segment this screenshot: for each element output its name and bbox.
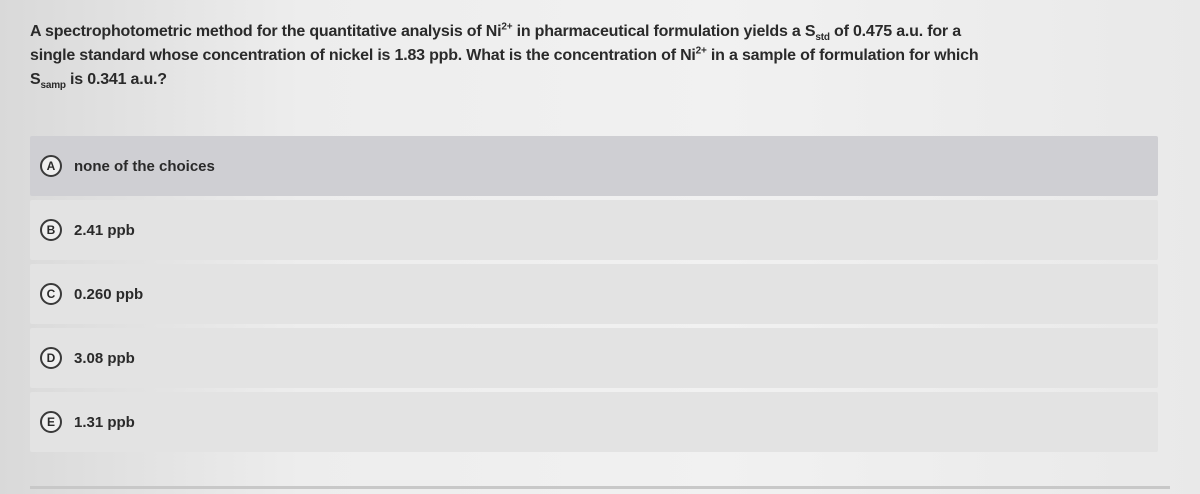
option-letter-badge: C (40, 283, 62, 305)
question-text-segment: of 0.475 a.u. for a (829, 23, 961, 40)
option-label: 0.260 ppb (74, 285, 144, 303)
question-text-segment: single standard whose concentration of nickel is 1.83 ppb. What is the concentration of Ni (30, 47, 696, 64)
option-letter-badge: A (40, 155, 62, 177)
subscript: samp (40, 80, 66, 92)
option-label: 3.08 ppb (74, 349, 135, 367)
option-label: 2.41 ppb (74, 221, 135, 239)
option-label: 1.31 ppb (74, 413, 135, 431)
answer-options (30, 136, 1158, 456)
option-e[interactable] (30, 392, 1158, 452)
option-a[interactable] (30, 136, 1158, 196)
divider (30, 486, 1170, 489)
question-text-segment: A spectrophotometric method for the quantitative analysis of Ni (30, 23, 502, 40)
question-text-segment: is 0.341 a.u.? (65, 71, 167, 88)
question-line-2 (30, 44, 1170, 68)
subscript: std (815, 32, 830, 44)
option-c[interactable] (30, 264, 1158, 324)
question-text (30, 20, 1170, 92)
option-letter-badge: D (40, 347, 62, 369)
option-label: none of the choices (74, 157, 215, 175)
question-text-segment: S (30, 71, 41, 88)
question-line-3 (30, 68, 1170, 92)
question-line-1 (30, 20, 1170, 44)
question-text-segment: in pharmaceutical formulation yields a S (512, 23, 816, 40)
superscript: 2+ (695, 45, 707, 57)
option-letter-badge: E (40, 411, 62, 433)
option-d[interactable] (30, 328, 1158, 388)
superscript: 2+ (501, 21, 513, 33)
option-letter-badge: B (40, 219, 62, 241)
question-text-segment: in a sample of formulation for which (706, 47, 979, 64)
option-b[interactable] (30, 200, 1158, 260)
